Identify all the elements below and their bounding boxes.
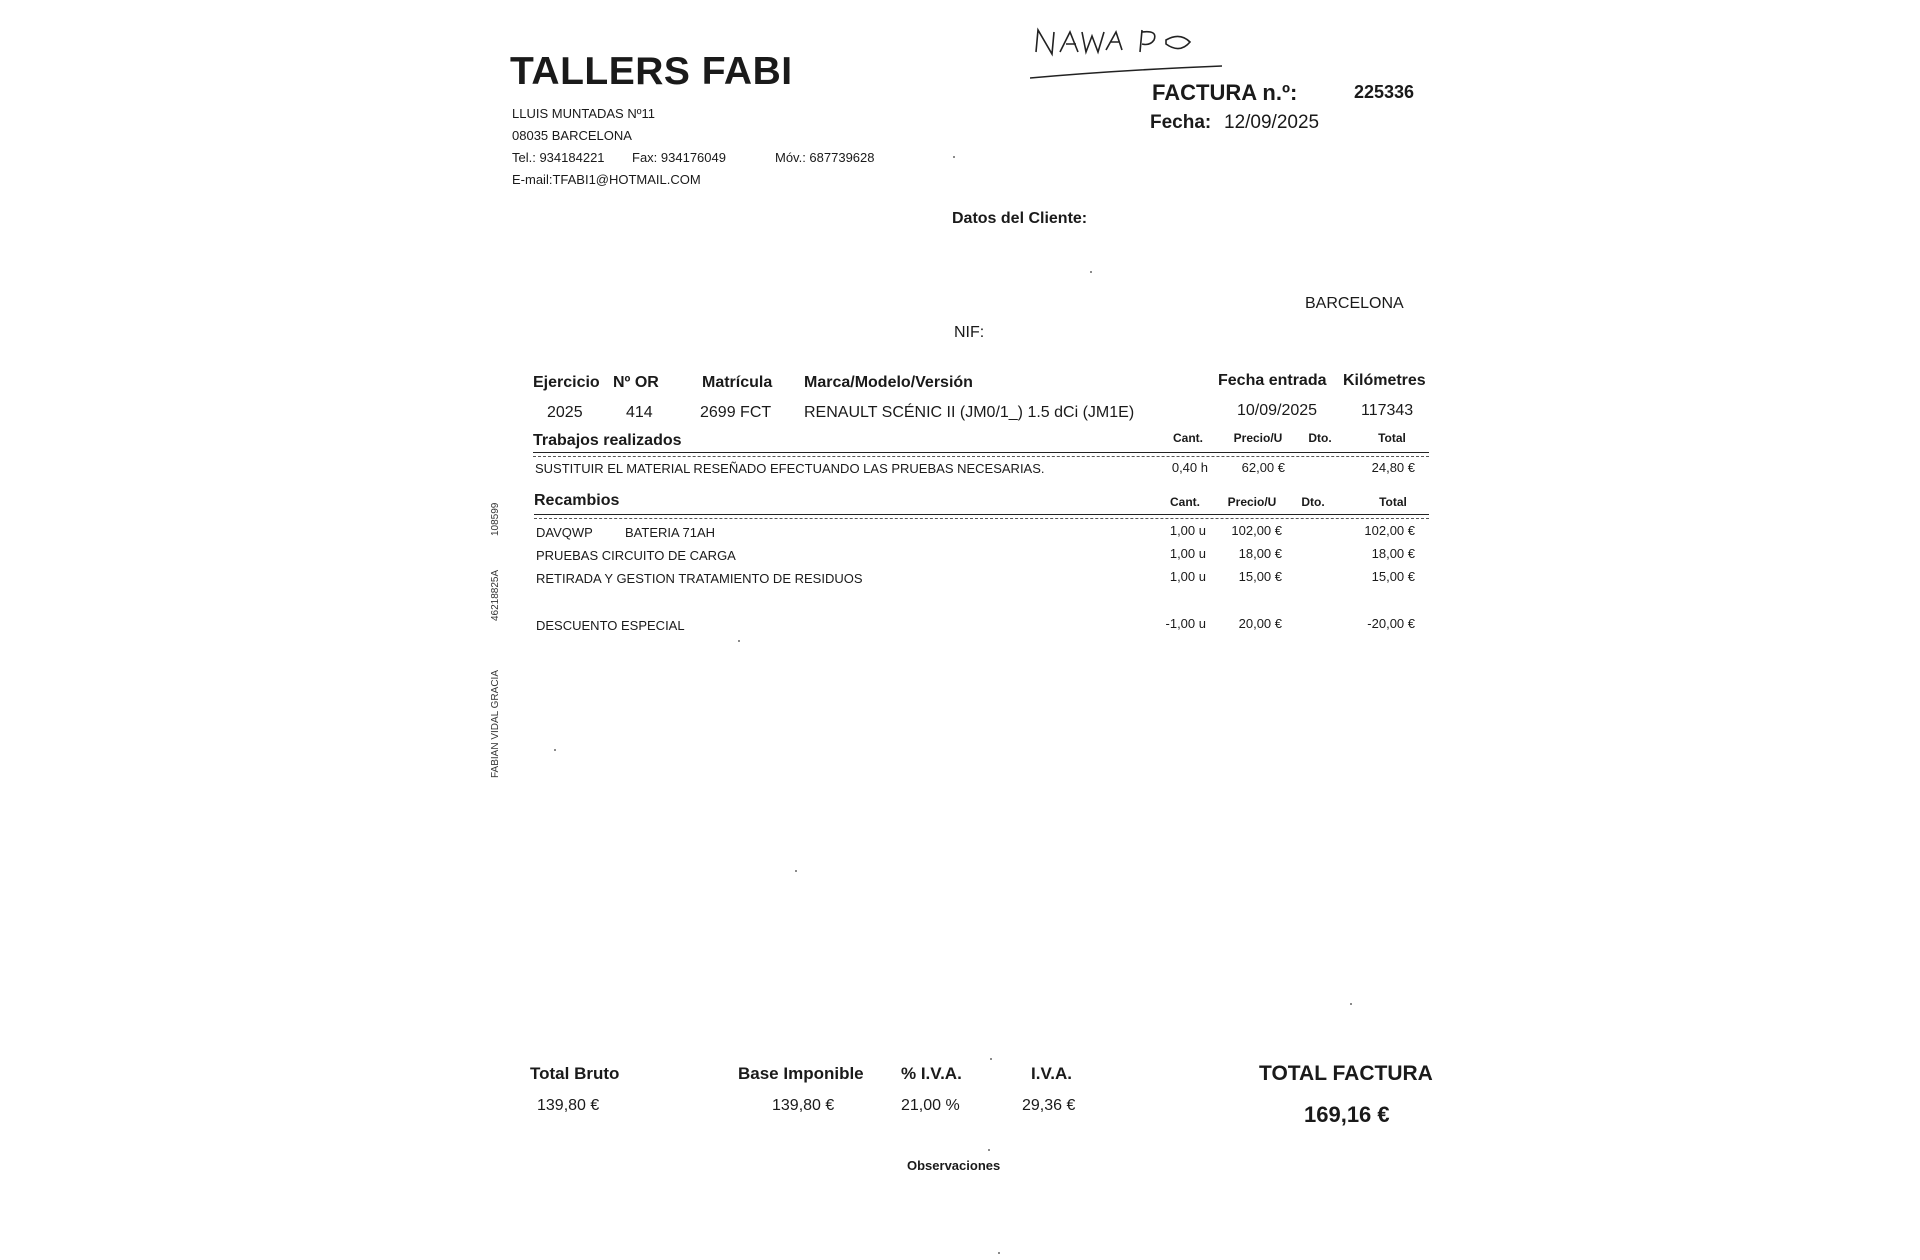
header-matricula: Matrícula [702, 374, 773, 391]
iva-percent-label: % I.V.A. [901, 1064, 962, 1083]
recambios-row-3-total: 15,00 € [1371, 569, 1415, 584]
recambios-row-3-precio: 15,00 € [1238, 569, 1282, 584]
recambios-rule [534, 514, 1429, 515]
side-text-code: 108599 [490, 502, 501, 536]
total-bruto-label: Total Bruto [530, 1064, 620, 1083]
trabajos-rule [533, 452, 1429, 453]
value-nor: 414 [626, 404, 653, 421]
company-address-line2: 08035 BARCELONA [512, 128, 632, 143]
value-marca: RENAULT SCÉNIC II (JM0/1_) 1.5 dCi (JM1E) [804, 404, 1135, 421]
base-imponible-label: Base Imponible [738, 1064, 864, 1083]
company-fax: Fax: 934176049 [632, 150, 726, 165]
iva-value: 29,36 € [1022, 1097, 1076, 1114]
invoice-date: 12/09/2025 [1224, 112, 1320, 133]
recambios-title: Recambios [534, 492, 620, 509]
observaciones-label: Observaciones [907, 1158, 1001, 1173]
scan-speck [1350, 1003, 1352, 1005]
recambios-header-dto: Dto. [1301, 495, 1325, 509]
trabajos-row-total: 24,80 € [1371, 460, 1415, 475]
recambios-header-cant: Cant. [1170, 495, 1200, 509]
client-heading: Datos del Cliente: [952, 210, 1088, 227]
recambios-row-2-desc: PRUEBAS CIRCUITO DE CARGA [536, 548, 736, 563]
trabajos-row-cant: 0,40 h [1171, 460, 1208, 475]
company-name: TALLERS FABI [510, 50, 793, 93]
value-kilometres: 117343 [1361, 402, 1414, 419]
client-nif-label: NIF: [954, 324, 985, 341]
trabajos-header-cant: Cant. [1173, 431, 1203, 445]
header-nor: Nº OR [613, 374, 659, 391]
scan-speck [990, 1058, 992, 1060]
trabajos-header-dto: Dto. [1308, 431, 1332, 445]
trabajos-header-total: Total [1378, 431, 1406, 445]
value-matricula: 2699 FCT [700, 404, 772, 421]
recambios-row-1-total: 102,00 € [1364, 523, 1415, 538]
company-tel: Tel.: 934184221 [512, 150, 605, 165]
side-text-owner: FABIAN VIDAL GRACIA [490, 670, 501, 778]
recambios-row-2-cant: 1,00 u [1169, 546, 1206, 561]
recambios-row-2-precio: 18,00 € [1238, 546, 1282, 561]
iva-percent-value: 21,00 % [901, 1097, 960, 1114]
trabajos-header-precio: Precio/U [1233, 431, 1283, 445]
value-fecha-entrada: 10/09/2025 [1237, 402, 1318, 419]
recambios-header-total: Total [1379, 495, 1407, 509]
total-bruto-value: 139,80 € [537, 1097, 600, 1114]
total-factura-label: TOTAL FACTURA [1259, 1062, 1433, 1085]
base-imponible-value: 139,80 € [772, 1097, 835, 1114]
recambios-row-4-precio: 20,00 € [1238, 616, 1282, 631]
value-ejercicio: 2025 [547, 404, 583, 421]
recambios-row-1-code: DAVQWP [536, 525, 593, 540]
recambios-row-2-total: 18,00 € [1371, 546, 1415, 561]
header-marca: Marca/Modelo/Versión [804, 374, 973, 391]
invoice-number: 225336 [1354, 82, 1415, 102]
recambios-row-4-cant: -1,00 u [1165, 616, 1206, 631]
side-text-nif: 46218825A [490, 569, 501, 621]
trabajos-row-precio: 62,00 € [1241, 460, 1285, 475]
trabajos-dashed-rule [533, 456, 1429, 457]
scan-speck [1090, 271, 1092, 273]
invoice-number-label: FACTURA n.º: [1152, 80, 1298, 105]
recambios-row-1-precio: 102,00 € [1231, 523, 1282, 538]
recambios-row-4-total: -20,00 € [1367, 616, 1415, 631]
client-city: BARCELONA [1305, 295, 1404, 312]
trabajos-row-desc: SUSTITUIR EL MATERIAL RESEÑADO EFECTUANDO LAS PRUEBAS NECESARIAS. [535, 461, 1045, 476]
header-fecha-entrada: Fecha entrada [1218, 372, 1327, 389]
scan-speck [988, 1149, 990, 1151]
scan-speck [795, 870, 797, 872]
recambios-dashed-rule [534, 518, 1429, 519]
company-address-line1: LLUIS MUNTADAS Nº11 [512, 106, 655, 121]
company-email: E-mail:TFABI1@HOTMAIL.COM [512, 172, 701, 187]
total-factura-value: 169,16 € [1304, 1102, 1390, 1127]
iva-label: I.V.A. [1031, 1064, 1072, 1083]
scan-speck [998, 1252, 1000, 1254]
trabajos-title: Trabajos realizados [533, 432, 682, 449]
recambios-row-3-desc: RETIRADA Y GESTION TRATAMIENTO DE RESIDUOS [536, 571, 863, 586]
header-kilometres: Kilómetres [1343, 372, 1426, 389]
company-mobile: Móv.: 687739628 [775, 150, 875, 165]
recambios-row-1-desc: BATERIA 71AH [625, 525, 716, 540]
invoice-date-label: Fecha: [1150, 112, 1212, 133]
header-ejercicio: Ejercicio [533, 374, 600, 391]
scan-speck [953, 156, 955, 158]
recambios-row-1-cant: 1,00 u [1169, 523, 1206, 538]
scan-speck [554, 749, 556, 751]
recambios-header-precio: Precio/U [1227, 495, 1277, 509]
handwritten-annotation [1030, 22, 1230, 84]
scan-speck [738, 640, 740, 642]
recambios-row-4-desc: DESCUENTO ESPECIAL [536, 618, 685, 633]
recambios-row-3-cant: 1,00 u [1169, 569, 1206, 584]
